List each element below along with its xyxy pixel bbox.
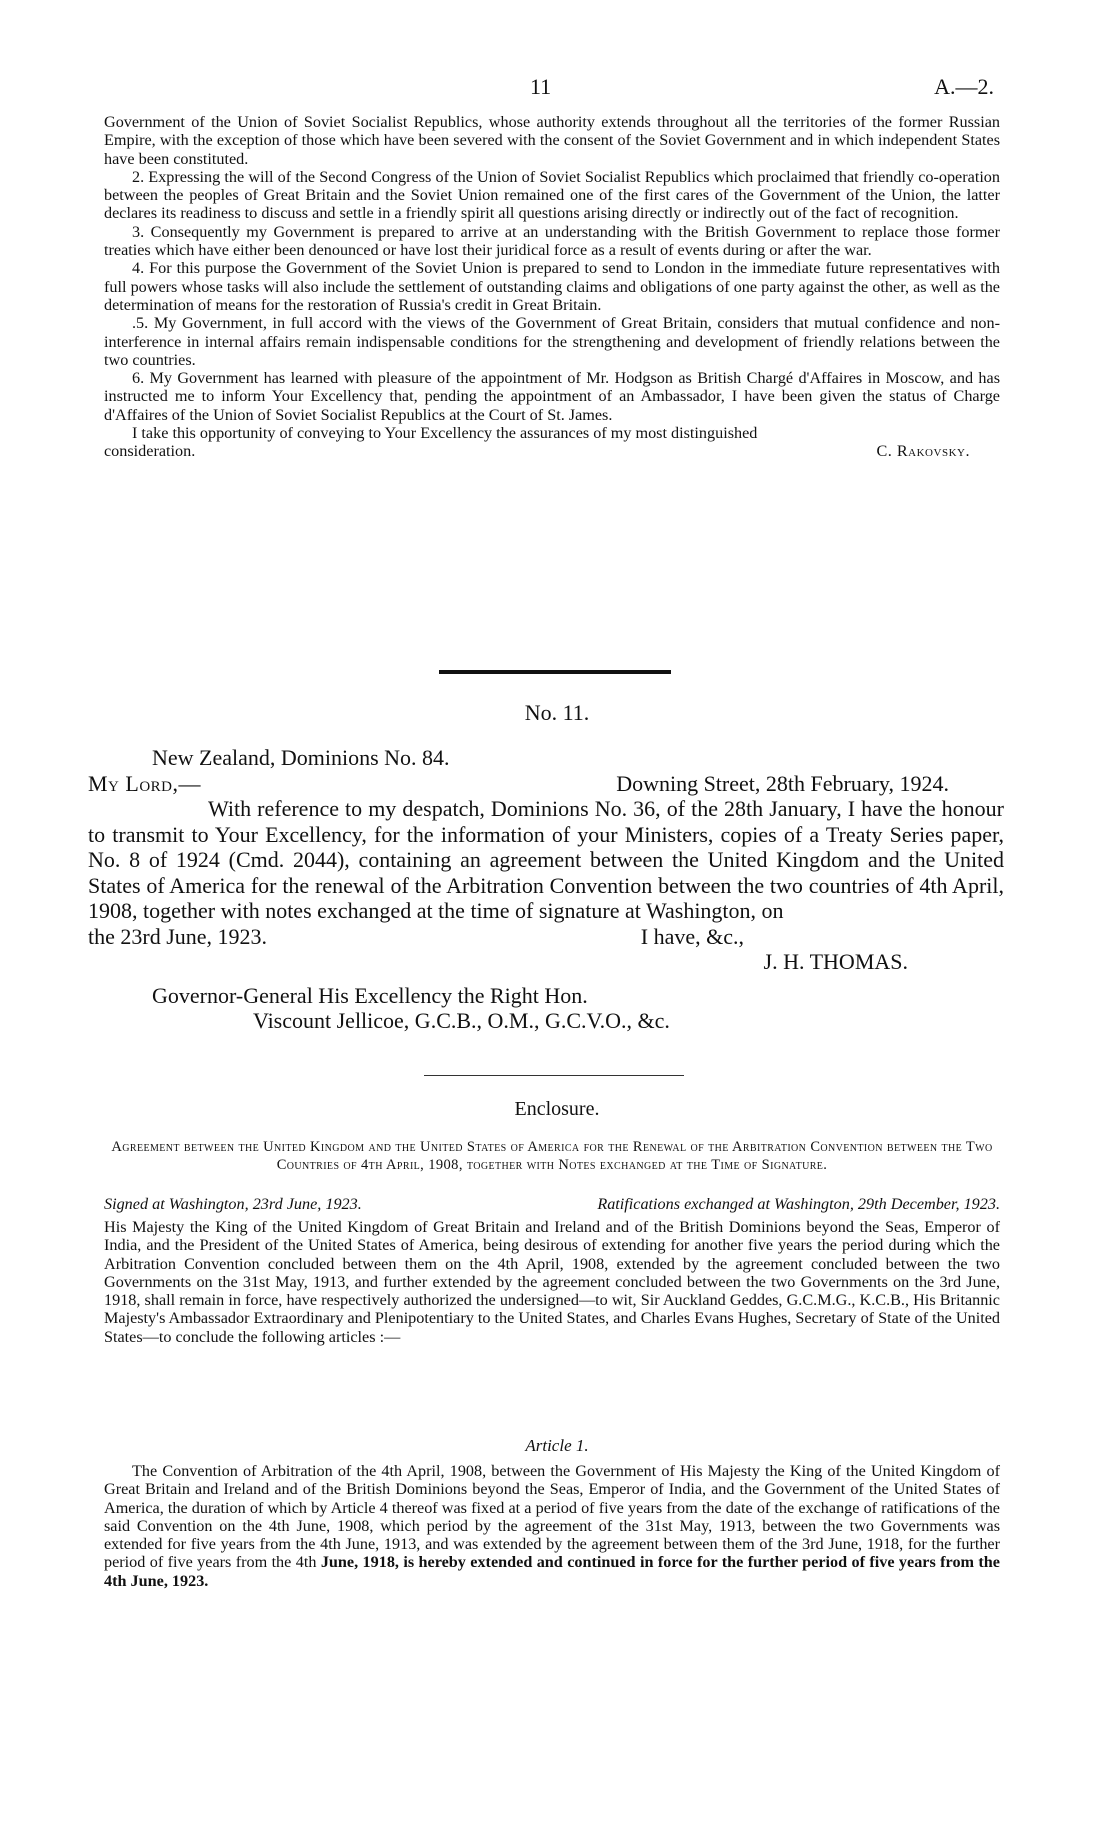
signed-line	[104, 1195, 1000, 1214]
paragraph: 3. Consequently my Government is prepared to arrive at an understanding with the British Government to replace those former treaties which have either been denounced or have lost their juridical force as a result of events during or after the war.	[104, 222, 1000, 260]
addressee-line-2: Viscount Jellicoe, G.C.B., O.M., G.C.V.O., &c.	[253, 1008, 670, 1033]
agreement-preamble	[104, 1218, 1000, 1346]
preamble-text: His Majesty the King of the United Kingdom of Great Britain and Ireland and of the British Dominions beyond the Seas, Emperor of India, and the President of the United States of America, being desirous of extending for another five years the period during which the Arbitration Convention concluded between them on the 4th April, 1908, extended by the agreement concluded between the two Governments on the 31st May, 1913, and further extended by the agreement concluded between the two Governments on the 3rd June, 1918, shall remain in force, have respectively authorized the undersigned—to wit, Sir Auckland Geddes, G.C.M.G., K.C.B., His Britannic Majesty's Ambassador Extraordinary and Plenipotentiary to the United States, and Charles Evans Hughes, Secretary of State of the United States—to conclude the following articles :—	[104, 1218, 1000, 1346]
signature-thomas: J. H. THOMAS.	[763, 949, 908, 974]
paragraph: 4. For this purpose the Government of the Soviet Union is prepared to send to London in the immediate future representatives with full powers whose tasks will also include the settlement of outstanding claims and obligations of one party against the other, as well as the determination of means for the restoration of Russia's credit in Great Britain.	[104, 259, 1000, 314]
letter-continuation	[104, 113, 1000, 461]
paragraph: 6. My Government has learned with pleasure of the appointment of Mr. Hodgson as British Chargé d'Affaires in Moscow, and has instructed me to inform Your Excellency that, pending the appointment of an Ambassador, I have been given the status of Charge d'Affaires of the Union of Soviet Socialist Republics at the Court of St. James.	[104, 369, 1000, 424]
despatch-body: With reference to my despatch, Dominions No. 36, of the 28th January, I have the honour to transmit to Your Excellency, for the information of your Ministers, copies of a Treaty Series paper, No. 8 of 1924 (Cmd. 2044), containing an agreement between the United Kingdom and the United States of America for the renewal of the Arbitration Convention between the two countries of 4th April, 1908, together with notes exchanged at the time of signature at Washington, on	[88, 796, 1004, 923]
section-divider	[439, 670, 671, 674]
enclosure-heading: Enclosure.	[514, 1098, 600, 1120]
paragraph: 2. Expressing the will of the Second Congress of the Union of Soviet Socialist Republics which proclaimed that friendly co-operation between the peoples of Great Britain and the Soviet Union remained one of the first cares of the Government of the Union, the latter declares its readiness to discuss and settle in a friendly spirit all questions arising directly or indirectly out of the fact of recognition.	[104, 167, 1000, 223]
agreement-title: Agreement between the United Kingdom and the United States of America for the Renewal of the Arbitration Convention between the Two Countries of 4th April, 1908, together with Notes exchanged at the Time of Signature.	[111, 1139, 993, 1173]
paragraph: Government of the Union of Soviet Socialist Republics, whose authority extends throughout all the territories of the former Russian Empire, with the exception of those which have been severed with the consent of the Soviet Government and in which independent States have been constituted.	[104, 113, 1000, 168]
salutation: My Lord,—	[88, 770, 202, 796]
article-text-bold: June, 1918, is hereby extended and continued in force for the further period of five years from the 4th June, 1923.	[104, 1553, 1000, 1590]
paragraph: .5. My Government, in full accord with the views of the Government of Great Britain, considers that mutual confidence and non-interference in internal affairs remain indispensable conditions for the strengthening and development of friendly relations between the two countries.	[104, 314, 1000, 369]
salutation-line	[88, 771, 1004, 797]
closing-word: consideration.	[104, 442, 196, 461]
closing-line	[104, 442, 1000, 460]
signed-info: Signed at Washington, 23rd June, 1923.	[104, 1195, 362, 1213]
despatch-reference: New Zealand, Dominions No. 84.	[152, 745, 450, 770]
article-1	[104, 1462, 1000, 1590]
page-code: A.—2.	[934, 74, 994, 99]
page-number: 11	[530, 74, 552, 99]
address-date: Downing Street, 28th February, 1924.	[616, 770, 949, 796]
despatch-no11	[88, 745, 1004, 1034]
despatch-end-line	[88, 924, 1004, 950]
body-end: the 23rd June, 1923.	[88, 923, 268, 949]
article-heading: Article 1.	[525, 1436, 589, 1455]
section-divider-thin	[424, 1075, 684, 1076]
article-text: The Convention of Arbitration of the 4th April, 1908, between the Government of His Majesty the King of the United Kingdom of Great Britain and Ireland and of the British Dominions beyond the Seas, Emperor of India, and the Government of the United States of America, the duration of which by Article 4 thereof was fixed at a period of five years from the date of the exchange of ratifications of the said Convention on the 4th June, 1908, which period by the agreement of the 31st May, 1913, between the two Governments was extended for five years from the 4th June, 1913, and was extended by the agreement between them of the 3rd June, 1918, for the further period of five years from the 4th June, 1918, is hereby extended and continued in force for the further period of five years from the 4th June, 1923.	[104, 1462, 1000, 1590]
i-have: I have, &c.,	[640, 923, 744, 949]
section-heading-no11: No. 11.	[524, 700, 590, 725]
signature-rakovsky: C. Rakovsky.	[876, 442, 970, 461]
ratifications-info: Ratifications exchanged at Washington, 29th December, 1923.	[597, 1195, 1000, 1213]
addressee-line-1: Governor-General His Excellency the Right Hon.	[152, 982, 588, 1008]
paragraph: I take this opportunity of conveying to Your Excellency the assurances of my most distinguished	[132, 424, 758, 443]
page-header	[0, 74, 1114, 104]
